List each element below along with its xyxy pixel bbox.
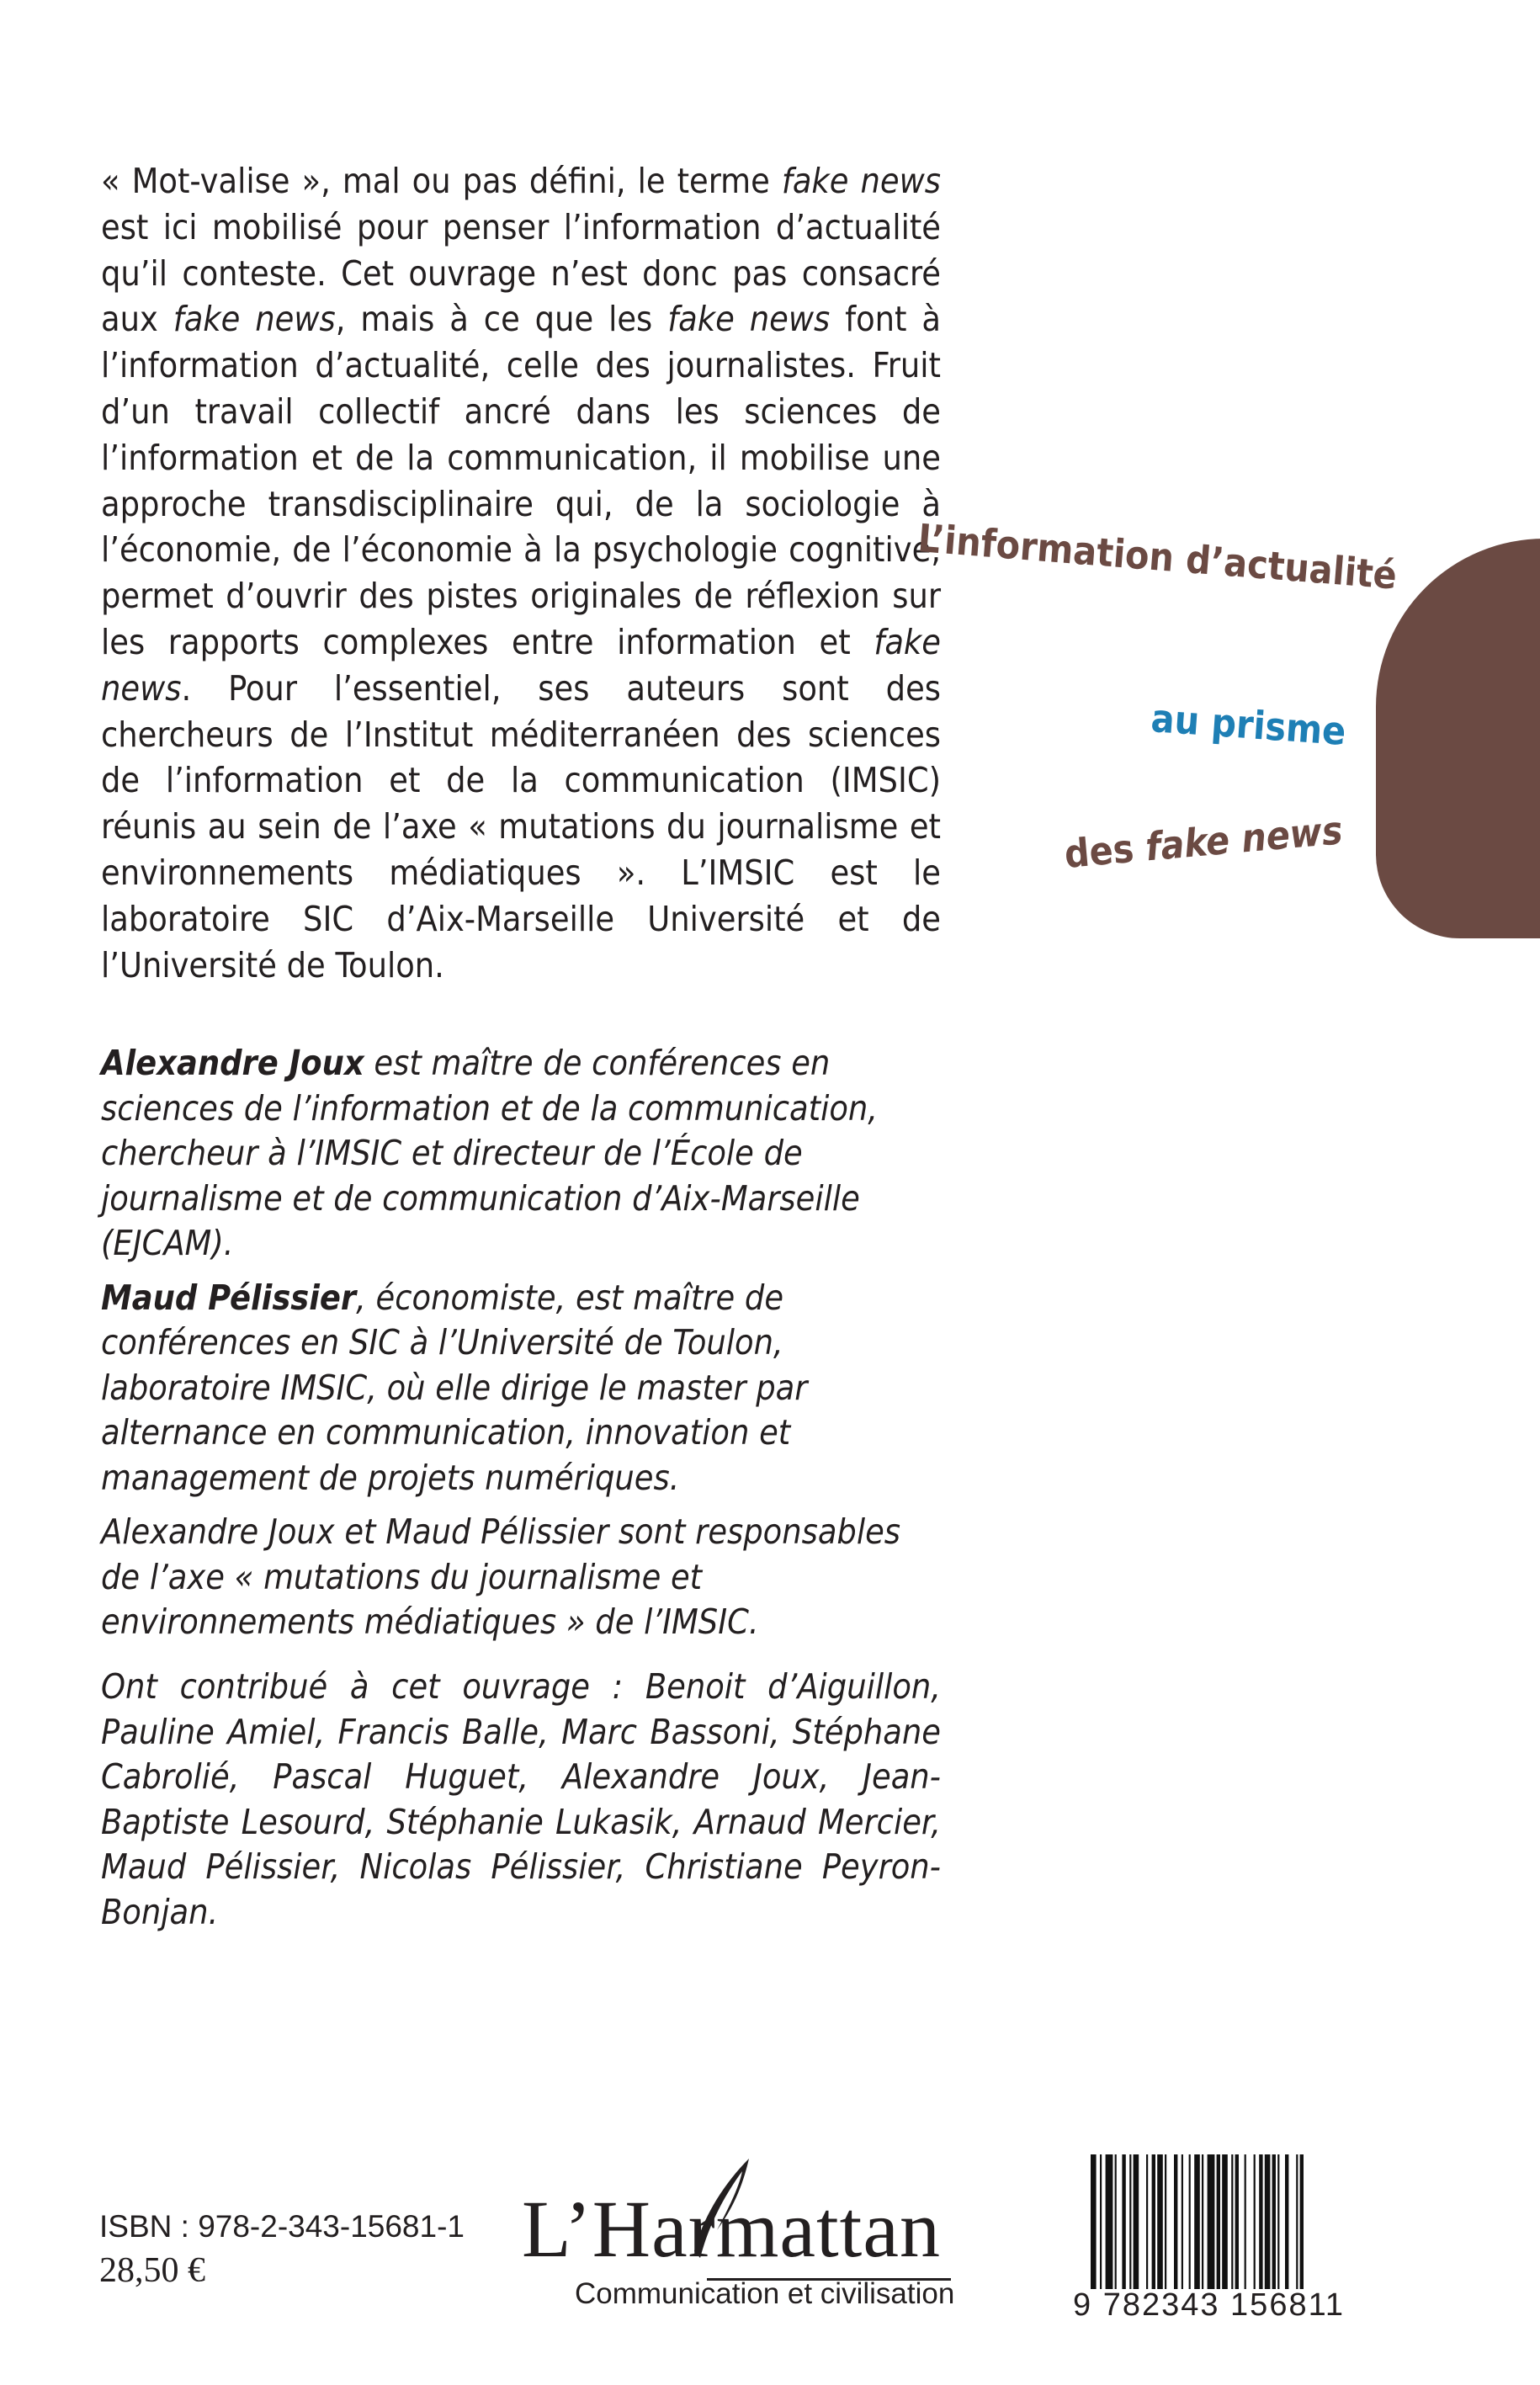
barcode-bar [1208, 2154, 1215, 2289]
title-line-2: au prisme [1150, 695, 1348, 755]
price: 28,50 € [99, 2251, 205, 2290]
barcode-bar [1300, 2154, 1304, 2289]
title-tab-shape [1376, 539, 1540, 938]
barcode-bar [1235, 2154, 1239, 2289]
barcode-bar [1134, 2154, 1139, 2289]
author-bio-1: Alexandre Joux est maître de conférences en sciences de l’information et de la communication, chercheur à l’IMSIC et directeur de l’École de journalisme et de communication d’Aix-Marseille (EJCAM). [101, 1043, 879, 1263]
isbn: ISBN : 978-2-343-15681-1 [99, 2209, 465, 2244]
barcode [1091, 2154, 1503, 2289]
barcode-bar [1122, 2154, 1125, 2289]
barcode-bar [1194, 2154, 1200, 2289]
barcode-bar [1165, 2154, 1166, 2289]
barcode-bar [1129, 2154, 1131, 2289]
barcode-bar [1106, 2154, 1113, 2289]
barcode-bar [1254, 2154, 1256, 2289]
summary-paragraph: « Mot-valise », mal ou pas défini, le terme fake news est ici mobilisé pour penser l’information d’actualité qu’il conteste. Cet ouvrage n’est donc pas consacré aux fake news, mais à ce que les fake news font à l’information d’actualité, celle des journalistes. Fruit d’un travail collectif ancré dans les sciences de l’information et de la communication, il mobilise une approche transdisciplinaire qui, de la sociologie à l’économie, de l’économie à la psychologie cognitive, permet d’ouvrir des pistes originales de réflexion sur les rapports complexes entre information et fake news. Pour l’essentiel, ses auteurs sont des chercheurs de l’Institut méditerranéen des sciences de l’information et de la communication (IMSIC) réunis au sein de l’axe « mutations du journalisme et environnements médiatiques ». L’IMSIC est le laboratoire SIC d’Aix-Marseille Université et de l’Université de Toulon. [101, 161, 942, 985]
barcode-bar [1202, 2154, 1203, 2289]
authors-joint-note: Alexandre Joux et Maud Pélissier sont responsables de l’axe « mutations du journalisme et environnements médiatiques » de l’IMSIC. [101, 1511, 901, 1642]
barcode-bar [1174, 2154, 1177, 2289]
barcode-bar [1265, 2154, 1271, 2289]
barcode-bar [1296, 2154, 1298, 2289]
collection-name: Communication et civilisation [575, 2277, 955, 2310]
barcode-bar [1115, 2154, 1117, 2289]
contributors-text: Ont contribué à cet ouvrage : Benoit d’Aiguillon, Pauline Amiel, Francis Balle, Marc Bassoni, Stéphane Cabrolié, Pascal Huguet, Alexandre Joux, Jean-Baptiste Lesourd, Stéphanie Lukasik, Arnaud Mercier, Maud Pélissier, Nicolas Pélissier, Christiane Peyron-Bonjan. [101, 1666, 941, 1932]
barcode-bar [1100, 2154, 1102, 2289]
author-bio-2: Maud Pélissier, économiste, est maître de conférences en SIC à l’Université de Toulon, laboratoire IMSIC, où elle dirige le master par alternance en communication, innovation et management de projets numériques. [101, 1277, 808, 1498]
barcode-bar [1189, 2154, 1191, 2289]
contributors [101, 1665, 941, 1935]
barcode-bar [1157, 2154, 1163, 2289]
barcode-bar [1091, 2154, 1097, 2289]
barcode-bar [1182, 2154, 1183, 2289]
barcode-bar [1231, 2154, 1233, 2289]
barcode-bar [1272, 2154, 1276, 2289]
author-bios [101, 1041, 941, 1655]
barcode-bar [1146, 2154, 1148, 2289]
publisher-name: L’Harmattan [522, 2184, 941, 2274]
barcode-bar [1152, 2154, 1155, 2289]
title-line-3: des fake news [1062, 807, 1345, 877]
barcode-bar [1245, 2154, 1246, 2289]
barcode-bar [1277, 2154, 1279, 2289]
summary-text [101, 158, 941, 988]
barcode-bar [1217, 2154, 1220, 2289]
barcode-bar [1259, 2154, 1262, 2289]
title-line-1: L’information d’actualité [916, 515, 1399, 598]
barcode-bar [1222, 2154, 1228, 2289]
barcode-digits: 9 782343 156811 [1073, 2287, 1346, 2323]
barcode-bar [1285, 2154, 1288, 2289]
